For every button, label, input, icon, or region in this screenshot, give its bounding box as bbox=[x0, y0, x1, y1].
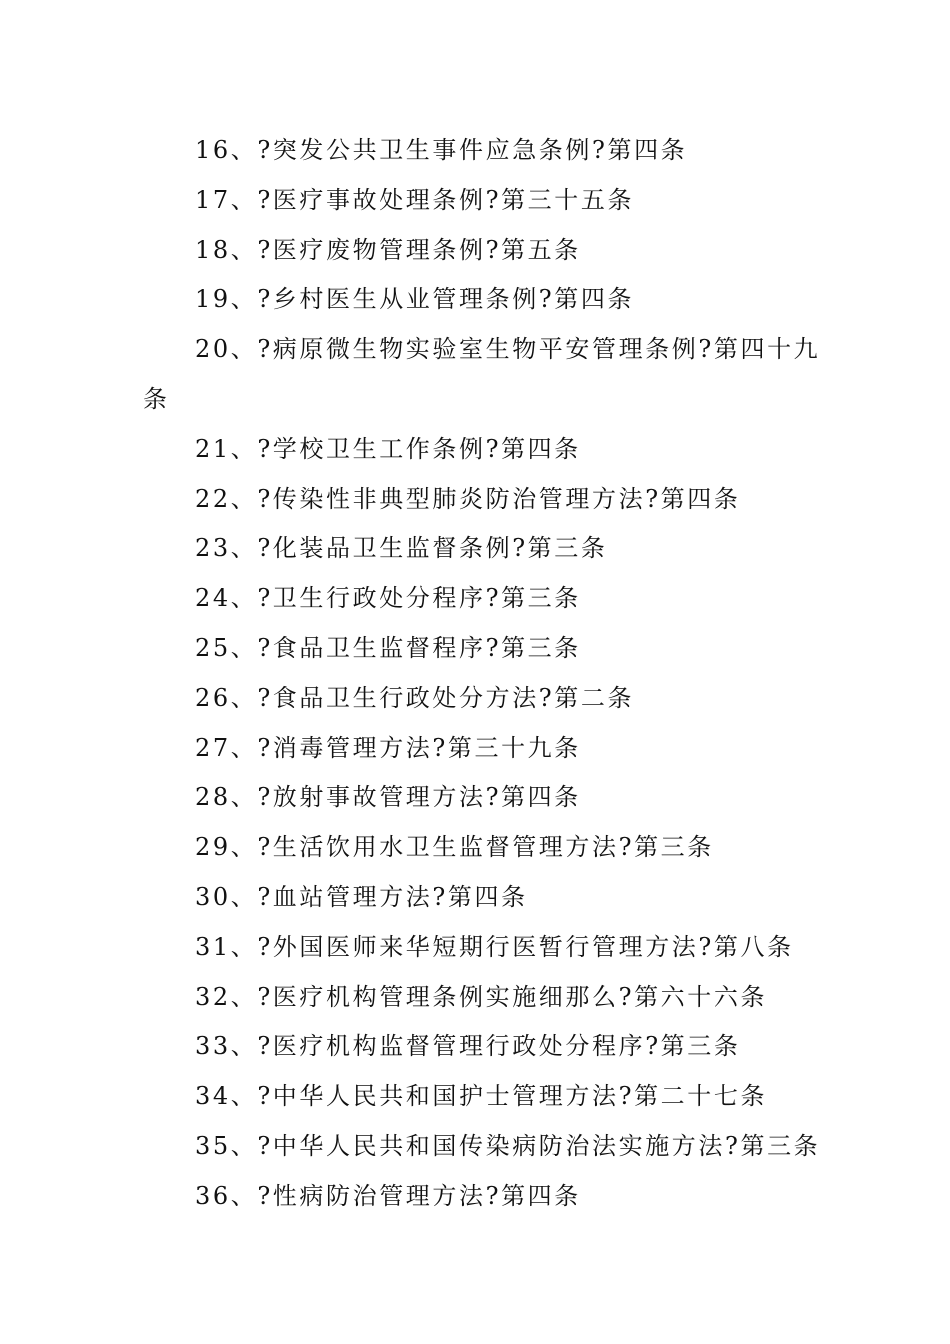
list-item: 20、?病原微生物实验室生物平安管理条例?第四十九 bbox=[195, 335, 821, 364]
list-item: 28、?放射事故管理方法?第四条 bbox=[195, 783, 581, 812]
list-item: 17、?医疗事故处理条例?第三十五条 bbox=[195, 185, 635, 214]
list-item: 29、?生活饮用水卫生监督管理方法?第三条 bbox=[195, 833, 714, 862]
list-item: 26、?食品卫生行政处分方法?第二条 bbox=[195, 683, 635, 712]
list-item: 18、?医疗废物管理条例?第五条 bbox=[195, 235, 581, 264]
list-item: 34、?中华人民共和国护士管理方法?第二十七条 bbox=[195, 1082, 768, 1111]
list-item: 19、?乡村医生从业管理条例?第四条 bbox=[195, 285, 635, 314]
regulation-list bbox=[0, 126, 950, 1222]
list-item-continuation: 条 bbox=[143, 384, 170, 413]
list-item: 35、?中华人民共和国传染病防治法实施方法?第三条 bbox=[195, 1131, 821, 1160]
list-item: 33、?医疗机构监督管理行政处分程序?第三条 bbox=[195, 1032, 741, 1061]
list-item: 30、?血站管理方法?第四条 bbox=[195, 882, 528, 911]
list-item: 21、?学校卫生工作条例?第四条 bbox=[195, 434, 581, 463]
list-item: 27、?消毒管理方法?第三十九条 bbox=[195, 733, 581, 762]
list-item: 36、?性病防治管理方法?第四条 bbox=[195, 1181, 581, 1210]
list-item: 25、?食品卫生监督程序?第三条 bbox=[195, 633, 581, 662]
list-item: 16、?突发公共卫生事件应急条例?第四条 bbox=[195, 136, 688, 164]
list-item: 23、?化装品卫生监督条例?第三条 bbox=[195, 534, 608, 563]
list-item: 32、?医疗机构管理条例实施细那么?第六十六条 bbox=[195, 982, 768, 1011]
list-item: 24、?卫生行政处分程序?第三条 bbox=[195, 584, 581, 613]
list-item: 22、?传染性非典型肺炎防治管理方法?第四条 bbox=[195, 484, 741, 513]
list-item: 31、?外国医师来华短期行医暂行管理方法?第八条 bbox=[195, 932, 794, 961]
